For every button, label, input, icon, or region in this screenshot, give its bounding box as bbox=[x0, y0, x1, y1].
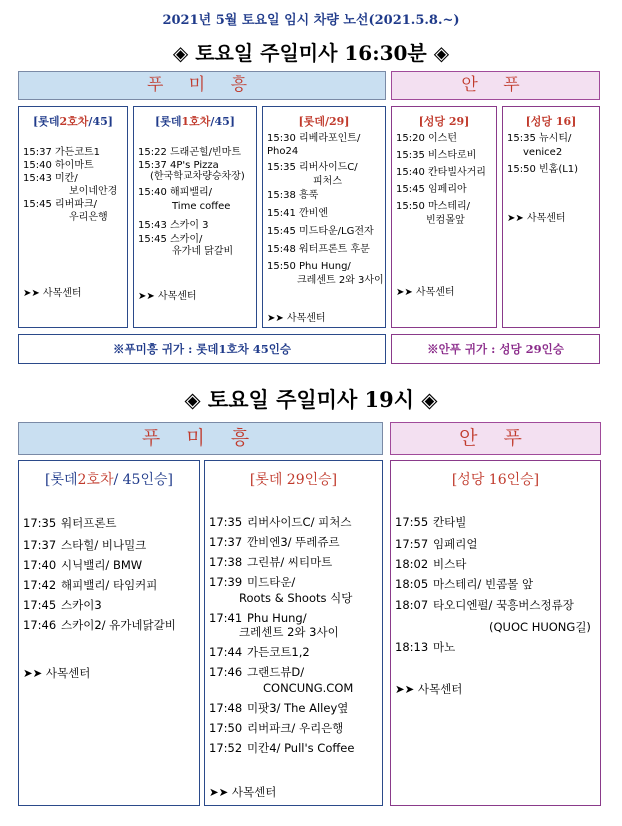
stop-place: 흥푹 bbox=[299, 190, 319, 201]
stop-place: 스카이2/ 유가네닭갈비 bbox=[61, 618, 176, 632]
stop-place: CONCUNG.COM bbox=[263, 681, 354, 695]
stop-row-continued bbox=[313, 176, 342, 188]
stop-time: 15:41 bbox=[267, 208, 296, 219]
stop-row bbox=[209, 535, 340, 549]
destination-pastoral-center: ➤➤ 사목센터 bbox=[507, 213, 566, 224]
route-box-lotte-bus2 bbox=[18, 106, 128, 328]
stop-row bbox=[23, 598, 102, 612]
stop-place: 시닉밸리/ BMW bbox=[61, 558, 143, 572]
stop-time: 18:05 bbox=[395, 577, 429, 591]
route-title-seats: /45] bbox=[210, 115, 235, 128]
stop-row-continued bbox=[297, 275, 384, 287]
stop-place: 깐비엔3/ 뚜레쥬르 bbox=[247, 535, 340, 549]
note-anpu-return: ※안푸 귀가 : 성당 29인승 bbox=[391, 334, 600, 364]
stop-place: 워터프론트 후문 bbox=[299, 244, 370, 255]
stop-time: 15:45 bbox=[396, 184, 425, 195]
stop-place: 하이마트 bbox=[55, 160, 94, 171]
stop-place: 임페리아 bbox=[428, 184, 467, 195]
stop-row bbox=[23, 160, 94, 172]
stop-place: 빈컴몰앞 bbox=[426, 215, 465, 226]
route-box-title bbox=[134, 113, 256, 129]
stop-time: 17:37 bbox=[209, 535, 243, 549]
destination-pastoral-center: ➤➤ 사목센터 bbox=[395, 682, 463, 696]
route-title-part: [롯데 bbox=[45, 472, 78, 488]
stop-row bbox=[209, 515, 351, 529]
stop-place: 미팟3/ The Alley옆 bbox=[247, 701, 349, 715]
stop-row-continued bbox=[69, 186, 117, 198]
destination-pastoral-center: ➤➤ 사목센터 bbox=[267, 313, 326, 324]
stop-time: 15:43 bbox=[138, 220, 167, 231]
stop-time: 15:22 bbox=[138, 147, 167, 158]
stop-time: 15:40 bbox=[138, 187, 167, 198]
stop-time: 15:48 bbox=[267, 244, 296, 255]
stop-place: 깐비엔 bbox=[299, 208, 328, 219]
stop-row bbox=[23, 538, 146, 552]
stop-row bbox=[23, 578, 157, 592]
route-box-title bbox=[19, 113, 127, 129]
route-box-title bbox=[205, 469, 382, 489]
stop-row bbox=[138, 220, 209, 232]
stop-row bbox=[209, 645, 310, 659]
stop-row bbox=[23, 558, 142, 572]
stop-row bbox=[267, 226, 374, 238]
stop-place: 4P's Pizza bbox=[170, 160, 219, 171]
stop-time: 17:45 bbox=[23, 598, 57, 612]
route-box-church-16-seat bbox=[390, 460, 601, 806]
stop-row bbox=[23, 173, 78, 185]
stop-time: 17:35 bbox=[23, 516, 57, 530]
stop-place: 리버파크/ 우리은행 bbox=[247, 721, 344, 735]
stop-place: 보이네안경 bbox=[69, 186, 118, 197]
stop-row bbox=[138, 234, 202, 246]
stop-row bbox=[23, 147, 100, 159]
stop-place: 리버파크/ bbox=[55, 199, 98, 210]
stop-time: 15:38 bbox=[267, 190, 296, 201]
stop-row bbox=[23, 618, 176, 632]
route-title-part: [성당 29] bbox=[418, 115, 470, 128]
stop-row-continued bbox=[172, 201, 230, 213]
stop-place: 빈홈(L1) bbox=[539, 164, 579, 175]
stop-place: 가든코트1,2 bbox=[247, 645, 310, 659]
stop-row bbox=[267, 261, 351, 273]
route-box-lotte-bus2-45 bbox=[18, 460, 200, 806]
route-box-church-29 bbox=[391, 106, 497, 328]
stop-row-continued bbox=[263, 681, 353, 695]
stop-row bbox=[209, 701, 348, 715]
stop-time: 17:39 bbox=[209, 575, 243, 589]
stop-place: 타오디엔펄/ 꾹흥버스정류장 bbox=[433, 598, 574, 612]
stop-place: Phu Hung/ bbox=[299, 261, 351, 272]
route-title-part: [롯데/29] bbox=[298, 115, 350, 128]
stop-place: Roots & Shoots 식당 bbox=[239, 591, 353, 605]
destination-pastoral-center: ➤➤ 사목센터 bbox=[396, 287, 455, 298]
stop-row bbox=[267, 190, 318, 202]
stop-time: 17:55 bbox=[395, 515, 429, 529]
stop-place: 해피밸리/ 타임커피 bbox=[61, 578, 158, 592]
stop-place: 스카이3 bbox=[61, 598, 102, 612]
stop-row bbox=[395, 537, 477, 551]
section1-title: ◈ 토요일 주일미사 16:30분 ◈ bbox=[172, 41, 450, 65]
stop-time: 17:38 bbox=[209, 555, 243, 569]
stop-place: 리버사이드C/ 피처스 bbox=[247, 515, 352, 529]
route-title-bus: 2호차 bbox=[77, 472, 114, 488]
stop-place: (QUOC HUONG길) bbox=[489, 620, 591, 634]
stop-place: 스카이 3 bbox=[170, 220, 209, 231]
stop-time: 15:35 bbox=[267, 162, 296, 173]
stop-place: 미칸/ bbox=[55, 173, 78, 184]
stop-time: 15:40 bbox=[23, 160, 52, 171]
stop-row bbox=[507, 133, 571, 145]
stop-time: 17:48 bbox=[209, 701, 243, 715]
stop-place: 스타힐/ 비나밀크 bbox=[61, 538, 147, 552]
route-title-part: [롯데 29인승] bbox=[249, 472, 338, 488]
stop-place: Time coffee bbox=[172, 201, 231, 212]
stop-time: 15:35 bbox=[396, 150, 425, 161]
route-title-part: [롯데 bbox=[33, 115, 60, 128]
stop-place: 그랜드뷰D/ bbox=[247, 665, 305, 679]
destination-pastoral-center: ➤➤ 사목센터 bbox=[138, 291, 197, 302]
route-title-seats: /45] bbox=[88, 115, 113, 128]
stop-row-continued bbox=[239, 625, 339, 639]
route-box-title bbox=[391, 469, 600, 489]
stop-row bbox=[209, 575, 295, 589]
stop-row bbox=[209, 555, 332, 569]
route-box-lotte-29-seat bbox=[204, 460, 383, 806]
stop-time: 15:43 bbox=[23, 173, 52, 184]
stop-time: 17:46 bbox=[209, 665, 243, 679]
stop-time: 15:45 bbox=[138, 234, 167, 245]
stop-place: venice2 bbox=[523, 147, 563, 158]
stop-row-continued bbox=[150, 171, 245, 183]
stop-row-continued bbox=[239, 591, 352, 605]
stop-time: 18:07 bbox=[395, 598, 429, 612]
route-title-part: [성당 16] bbox=[525, 115, 577, 128]
stop-row bbox=[138, 147, 241, 159]
stop-place: 워터프론트 bbox=[61, 516, 117, 530]
stop-row bbox=[23, 199, 97, 211]
stop-row-continued bbox=[172, 246, 233, 258]
stop-row bbox=[395, 598, 574, 612]
destination-pastoral-center: ➤➤ 사목센터 bbox=[209, 785, 277, 799]
stop-row bbox=[138, 187, 212, 199]
section2-title: ◈ 토요일 주일미사 19시 ◈ bbox=[184, 387, 438, 412]
stop-place: 드래곤힐/빈마트 bbox=[170, 147, 241, 158]
route-box-church-16 bbox=[502, 106, 600, 328]
stop-time: 17:57 bbox=[395, 537, 429, 551]
stop-time: 17:52 bbox=[209, 741, 243, 755]
stop-place: 미칸4/ Pull's Coffee bbox=[247, 741, 355, 755]
stop-place: Pho24 bbox=[267, 146, 299, 157]
stop-row-continued bbox=[523, 147, 562, 159]
stop-time: 15:50 bbox=[267, 261, 296, 272]
stop-time: 17:35 bbox=[209, 515, 243, 529]
stop-place: 미드타운/ bbox=[247, 575, 296, 589]
stop-row bbox=[507, 164, 578, 176]
route-title-seats: / 45인승] bbox=[113, 472, 173, 488]
stop-place: 마노 bbox=[433, 640, 456, 654]
stop-place: 리베라포인트/ bbox=[299, 133, 361, 144]
stop-row-continued bbox=[489, 620, 591, 634]
stop-time: 15:37 bbox=[23, 147, 52, 158]
stop-time: 15:37 bbox=[138, 160, 167, 171]
stop-time: 15:20 bbox=[396, 133, 425, 144]
section1-category-pumihung: 푸 미 흥 bbox=[18, 71, 386, 100]
stop-row bbox=[396, 150, 476, 162]
stop-place: 임페리얼 bbox=[433, 537, 478, 551]
stop-time: 15:40 bbox=[396, 167, 425, 178]
route-title-bus: 1호차 bbox=[181, 115, 211, 128]
section2-category-anpu: 안 푸 bbox=[390, 422, 601, 455]
route-box-title bbox=[503, 113, 599, 129]
stop-place: 유가네 닭갈비 bbox=[172, 246, 234, 257]
section1-category-anpu: 안 푸 bbox=[391, 71, 600, 100]
stop-place: (한국학교차량승차장) bbox=[150, 171, 245, 182]
stop-time: 17:46 bbox=[23, 618, 57, 632]
stop-place: 미드타운/LG전자 bbox=[299, 226, 374, 237]
stop-row bbox=[396, 133, 457, 145]
section2-category-pumihung: 푸 미 흥 bbox=[18, 422, 383, 455]
stop-time: 18:13 bbox=[395, 640, 429, 654]
stop-time: 17:50 bbox=[209, 721, 243, 735]
stop-time: 17:40 bbox=[23, 558, 57, 572]
stop-row bbox=[209, 665, 304, 679]
stop-time: 15:50 bbox=[396, 201, 425, 212]
stop-place: 피처스 bbox=[313, 176, 342, 187]
stop-row bbox=[395, 640, 455, 654]
stop-place: 가든코트1 bbox=[55, 147, 101, 158]
stop-place: 비스타로비 bbox=[428, 150, 477, 161]
schedule-period-title: 2021년 5월 토요일 임시 차량 노선(2021.5.8.~) bbox=[162, 13, 460, 28]
stop-place: 마스테리/ bbox=[428, 201, 471, 212]
stop-time: 15:30 bbox=[267, 133, 296, 144]
stop-place: 칸타빌사거리 bbox=[428, 167, 486, 178]
route-title-part: [성당 16인승] bbox=[451, 472, 540, 488]
stop-time: 15:35 bbox=[507, 133, 536, 144]
destination-pastoral-center: ➤➤ 사목센터 bbox=[23, 288, 82, 299]
stop-time: 17:44 bbox=[209, 645, 243, 659]
stop-place: 그린뷰/ 씨티마트 bbox=[247, 555, 333, 569]
stop-place: 이스턴 bbox=[428, 133, 457, 144]
destination-pastoral-center: ➤➤ 사목센터 bbox=[23, 666, 91, 680]
stop-time: 17:42 bbox=[23, 578, 57, 592]
stop-row bbox=[395, 515, 466, 529]
route-box-title bbox=[392, 113, 496, 129]
stop-time: 18:02 bbox=[395, 557, 429, 571]
stop-row bbox=[267, 244, 370, 256]
stop-place: Phu Hung/ bbox=[247, 611, 307, 625]
stop-place: 크레센트 2와 3사이 bbox=[297, 275, 384, 286]
stop-place: 해피밸리/ bbox=[170, 187, 213, 198]
stop-row bbox=[396, 167, 486, 179]
stop-row-continued bbox=[69, 212, 108, 224]
stop-time: 15:45 bbox=[267, 226, 296, 237]
stop-time: 15:45 bbox=[23, 199, 52, 210]
route-title-part: [롯데 bbox=[155, 115, 182, 128]
stop-row-continued bbox=[267, 146, 298, 158]
stop-row bbox=[396, 184, 467, 196]
stop-row bbox=[396, 201, 470, 213]
stop-row bbox=[209, 741, 354, 755]
stop-time: 17:37 bbox=[23, 538, 57, 552]
route-box-lotte-bus1 bbox=[133, 106, 257, 328]
stop-place: 스카이/ bbox=[170, 234, 203, 245]
stop-place: 칸타빌 bbox=[433, 515, 467, 529]
stop-row bbox=[209, 721, 343, 735]
stop-row-continued bbox=[426, 215, 465, 227]
stop-place: 마스테리/ 빈콤몰 앞 bbox=[433, 577, 534, 591]
note-pumihung-return: ※푸미흥 귀가 : 롯데1호차 45인승 bbox=[18, 334, 386, 364]
stop-row bbox=[267, 133, 360, 145]
route-box-title bbox=[19, 469, 199, 489]
stop-place: 비스타 bbox=[433, 557, 467, 571]
stop-row bbox=[267, 162, 358, 174]
stop-row bbox=[23, 516, 117, 530]
stop-row bbox=[267, 208, 328, 220]
stop-row bbox=[395, 577, 533, 591]
route-title-bus: 2호차 bbox=[59, 115, 89, 128]
stop-place: 리버사이드C/ bbox=[299, 162, 358, 173]
route-box-title bbox=[263, 113, 385, 129]
stop-row bbox=[209, 611, 307, 625]
stop-place: 크레센트 2와 3사이 bbox=[239, 625, 339, 639]
stop-time: 17:41 bbox=[209, 611, 243, 625]
stop-row bbox=[395, 557, 466, 571]
stop-place: 뉴시티/ bbox=[539, 133, 572, 144]
route-box-lotte-29 bbox=[262, 106, 386, 328]
stop-time: 15:50 bbox=[507, 164, 536, 175]
stop-place: 우리은행 bbox=[69, 212, 108, 223]
